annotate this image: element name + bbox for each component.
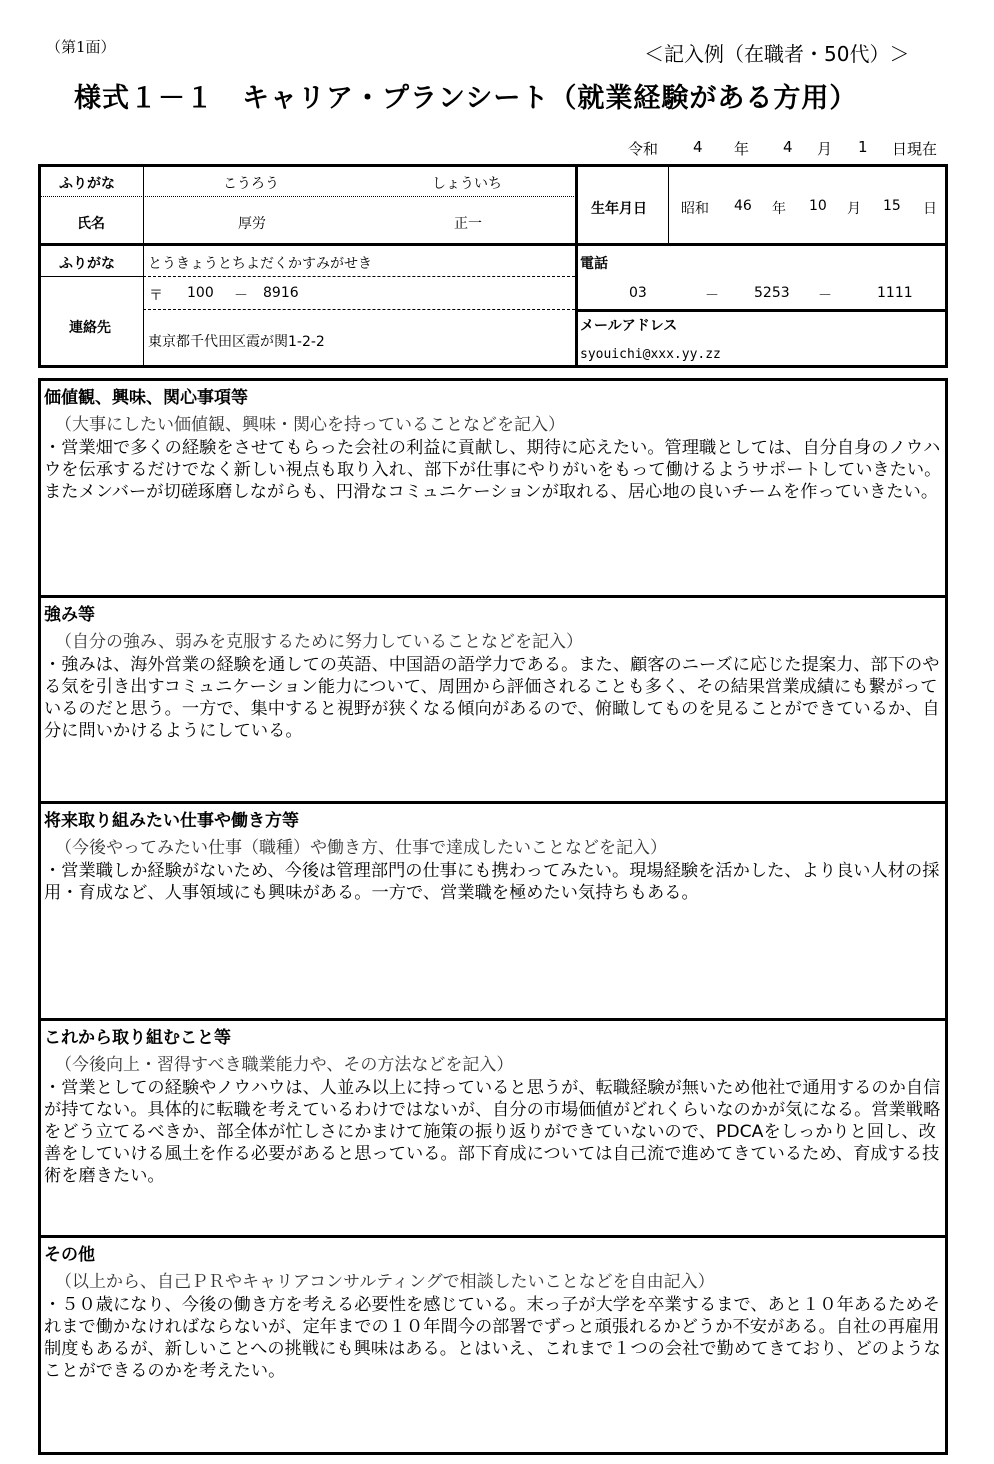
section-title: これから取り組むこと等 [44,1028,231,1048]
phone-part-1: 03 [629,285,647,301]
address-furigana-label: ふりがな [59,256,115,272]
address: 東京都千代田区霞が関1-2-2 [148,334,325,350]
section-body: ・営業職しか経験がないため、今後は管理部門の仕事にも携わってみたい。現場経験を活かした、より良い人材の採用・育成など、人事領域にも興味がある。一方で、営業職を極めたい気持ちもある。 [44,861,940,903]
postal-dash: － [234,288,248,304]
date-day: 1 [858,138,868,156]
section-hint: （自分の強み、弱みを克服するために努力していることなどを記入） [55,632,584,652]
name-family: 厚労 [238,216,266,232]
example-label: ＜記入例（在職者・50代）＞ [644,42,910,66]
date-year: 4 [693,138,703,156]
section-body: ・営業としての経験やノウハウは、人並み以上に持っていると思うが、転職経験が無いため他社で通用するのか自信が持てない。具体的に転職を考えているわけではないが、自分の市場価値がどれくらいなのかが気になる。営業戦略をどう立てるべきか、部全体が忙しさにかまけて施策の振り返りができていないので、PDCAをしっかりと回し、改善をしていける風土を作る必要があると思っている。部下育成については自己流で進めてきているため、育成する技術を磨きたい。 [44,1078,941,1186]
date-month: 4 [783,138,793,156]
section-title: 価値観、興味、関心事項等 [44,388,248,408]
birth-label: 生年月日 [591,201,647,217]
section-future-work [38,801,948,1021]
birth-month: 10 [809,198,827,214]
birth-era: 昭和 [681,201,709,217]
section-body: ・５０歳になり、今後の働き方を考える必要性を感じている。末っ子が大学を卒業するまで、あと１０年あるためそれまで働かなければならないが、定年までの１０年間今の部署でずっと頑張れるかどうか不安がある。自社の再雇用制度もあるが、新しいことへの挑戦にも興味はある。とはいえ、これまで１つの会社で勤めてきており、どのようなことができるのかを考えたい。 [44,1295,941,1381]
section-strengths [38,595,948,804]
phone-dash-1: － [705,288,719,304]
birth-day: 15 [883,198,901,214]
postal-code-2: 8916 [263,285,299,301]
section-hint: （今後向上・習得すべき職業能力や、その方法などを記入） [55,1055,514,1075]
section-body: ・強みは、海外営業の経験を通しての英語、中国語の語学力である。また、顧客のニーズに応じた提案力、部下のやる気を引き出すコミュニケーション能力について、周囲から評価されることも多く、その結果営業成績にも繋がっているのだと思う。一方で、集中すると視野が狭くなる傾向があるので、俯瞰してものを見ることができているか、自分に問いかけるようにしている。 [44,655,940,741]
name-furigana-given: しょういち [432,176,502,192]
section-body: ・営業畑で多くの経験をさせてもらった会社の利益に貢献し、期待に応えたい。管理職としては、自分自身のノウハウを伝承するだけでなく新しい視点も取り入れ、部下が仕事にやりがいをもって働けるようサポートしていきたい。またメンバーが切磋琢磨しながらも、円滑なコミュニケーションが取れる、居心地の良いチームを作っていきたい。 [44,438,942,502]
date-era: 令和 [628,140,659,158]
contact-label: 連絡先 [69,320,111,336]
birth-year: 46 [734,198,752,214]
email-label: メールアドレス [580,318,678,334]
phone-part-2: 5253 [754,285,790,301]
section-action-plan [38,1018,948,1238]
birth-year-unit: 年 [772,201,786,217]
name-furigana-label: ふりがな [59,176,115,192]
date-month-unit: 月 [817,140,833,158]
phone-dash-2: － [818,288,832,304]
phone-label: 電話 [580,256,608,272]
section-title: その他 [44,1245,95,1265]
name-given: 正一 [454,216,482,232]
address-furigana: とうきょうとちよだくかすみがせき [148,256,372,272]
date-row [0,138,994,160]
date-year-unit: 年 [734,140,750,158]
date-day-unit: 日現在 [892,140,938,158]
postal-code-1: 100 [187,285,214,301]
profile-table [38,164,948,368]
birth-month-unit: 月 [847,201,861,217]
form-title: 様式１－１ キャリア・プランシート（就業経験がある方用） [74,83,858,114]
birth-day-unit: 日 [923,201,937,217]
name-label: 氏名 [77,216,105,232]
section-hint: （大事にしたい価値観、興味・関心を持っていることなどを記入） [55,415,565,435]
name-furigana-family: こうろう [223,176,279,192]
postal-mark: 〒 [149,288,163,304]
section-values [38,378,948,598]
section-other [38,1235,948,1455]
section-hint: （以上から、自己ＰＲやキャリアコンサルティングで相談したいことなどを自由記入） [55,1272,715,1292]
page-label: （第1面） [46,38,116,56]
email: syouichi@xxx.yy.zz [580,347,721,362]
phone-part-3: 1111 [877,285,913,301]
section-hint: （今後やってみたい仕事（職種）や働き方、仕事で達成したいことなどを記入） [55,838,667,858]
section-title: 将来取り組みたい仕事や働き方等 [44,811,299,831]
section-title: 強み等 [44,605,95,625]
